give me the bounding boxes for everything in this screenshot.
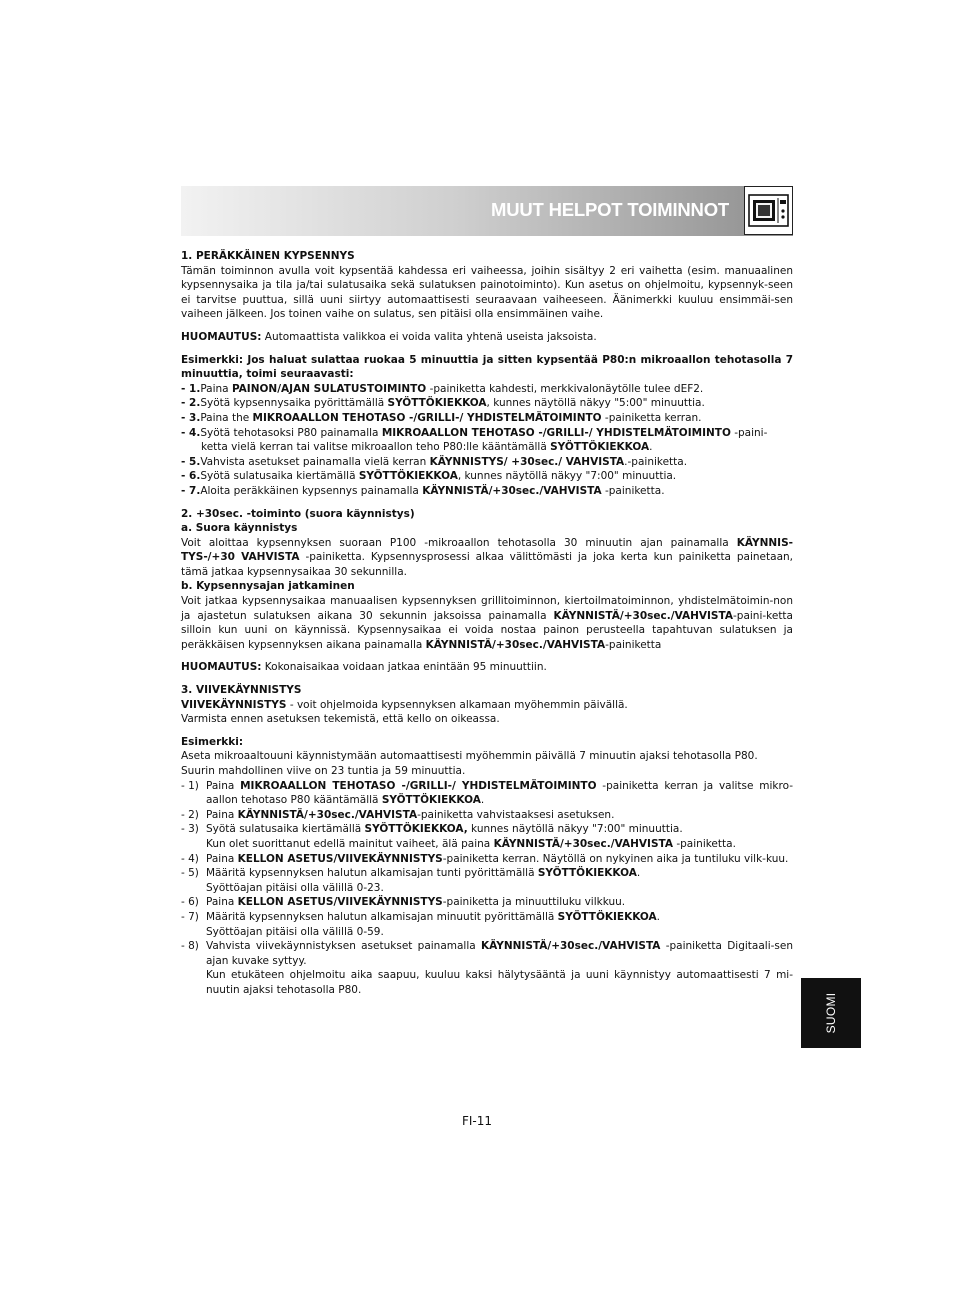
list-item: - 3) Syötä sulatusaika kiertämällä SYÖTTÖKIEKKOA, kunnes näytöllä näkyy "7:00" minuuttia. <box>181 823 683 836</box>
paragraph: Aseta mikroaaltouuni käynnistymään automaattisesti myöhemmin päivällä 7 minuutin ajaksi tehotasolla P80. <box>181 750 758 763</box>
list-item: - 7. Aloita peräkkäinen kypsennys painamalla KÄYNNISTÄ/+30sec./VAHVISTA -painiketta. <box>181 484 665 497</box>
microwave-icon <box>744 186 793 235</box>
example-heading: Esimerkki: <box>181 735 244 748</box>
section-heading: 2. +30sec. -toiminto (suora käynnistys) <box>181 507 415 520</box>
section-heading: 1. PERÄKKÄINEN KYPSENNYS <box>181 250 355 262</box>
example-heading: Esimerkki: Jos haluat sulattaa ruokaa 5 minuuttia ja sitten kypsentää P80:n mikroaallon tehotasolla 7 minuuttia, toimi seuraavasti: <box>181 353 793 381</box>
list-item: - 4) Paina KELLON ASETUS/VIIVEKÄYNNISTYS-painiketta kerran. Näytöllä on nykyinen aika ja tuntiluku vilk-kuu. <box>181 852 789 865</box>
subsection-heading: a. Suora käynnistys <box>181 522 298 535</box>
paragraph: Suurin mahdollinen viive on 23 tuntia ja 59 minuuttia. <box>181 765 466 777</box>
main-content <box>181 249 793 998</box>
language-label: SUOMI <box>824 992 838 1034</box>
subsection-heading: b. Kypsennysajan jatkaminen <box>181 580 355 593</box>
list-item: - 2. Syötä kypsennysaika pyörittämällä SYÖTTÖKIEKKOA, kunnes näytöllä näkyy "5:00" minuuttia. <box>181 397 705 410</box>
list-item: - 2) Paina KÄYNNISTÄ/+30sec./VAHVISTA-painiketta vahvistaaksesi asetuksen. <box>181 808 615 821</box>
language-tab <box>801 978 861 1048</box>
list-item: - 5) Määritä kypsennyksen halutun alkamisajan tunti pyörittämällä SYÖTTÖKIEKKOA. <box>181 867 641 880</box>
list-item: - 7) Määritä kypsennyksen halutun alkamisajan minuutit pyörittämällä SYÖTTÖKIEKKOA. <box>181 910 661 923</box>
page-number: FI-11 <box>461 1114 493 1128</box>
list-item-continuation: Kun etukäteen ohjelmoitu aika saapuu, kuuluu kaksi hälytysääntä ja uuni käynnistyy automaattisesti 7 mi-nuutin ajaksi tehotasolla P80. <box>206 969 793 996</box>
section-header <box>181 186 793 236</box>
list-item: - 3. Paina the MIKROAALLON TEHOTASO -/GRILLI-/ YHDISTELMÄTOIMINTO -painiketta kerran. <box>181 411 702 424</box>
list-item-continuation: Kun olet suorittanut edellä mainitut vaiheet, älä paina KÄYNNISTÄ/+30sec./VAHVISTA -painiketta. <box>206 837 736 850</box>
list-item: - 8) Vahvista viivekäynnistyksen asetukset painamalla KÄYNNISTÄ/+30sec./VAHVISTA -painiketta Digitaali-sen ajan kuvake syttyy. <box>181 940 793 967</box>
list-item: - 1) Paina MIKROAALLON TEHOTASO -/GRILLI-/ YHDISTELMÄTOIMINTO -painiketta kerran ja valitse mikro-aallon tehotaso P80 kääntämällä SYÖTTÖKIEKKOA. <box>181 779 793 807</box>
section-heading: 3. VIIVEKÄYNNISTYS <box>181 684 302 697</box>
list-item: - 6) Paina KELLON ASETUS/VIIVEKÄYNNISTYS-painiketta ja minuuttiluku vilkkuu. <box>181 896 626 909</box>
list-item-continuation: ketta vielä kerran tai valitse mikroaallon teho P80:lle kääntämällä SYÖTTÖKIEKKOA. <box>201 441 653 454</box>
list-item: - 4. Syötä tehotasoksi P80 painamalla MIKROAALLON TEHOTASO -/GRILLI-/ YHDISTELMÄTOIMINTO -paini- <box>181 426 768 439</box>
note: HUOMAUTUS: Automaattista valikkoa ei voida valita yhtenä useista jaksoista. <box>181 330 597 343</box>
note: HUOMAUTUS: Kokonaisaikaa voidaan jatkaa enintään 95 minuuttiin. <box>181 661 547 674</box>
list-item: - 5. Vahvista asetukset painamalla vielä kerran KÄYNNISTYS/ +30sec./ VAHVISTA.-painiketta. <box>181 455 688 468</box>
paragraph: Varmista ennen asetuksen tekemistä, että kello on oikeassa. <box>181 713 500 726</box>
list-item: - 6. Syötä sulatusaika kiertämällä SYÖTTÖKIEKKOA, kunnes näytöllä näkyy "7:00" minuuttia. <box>181 470 677 483</box>
paragraph: Tämän toiminnon avulla voit kypsentää kahdessa eri vaiheessa, joihin sisältyy 2 eri vaihetta (esim. manuaalinen kypsennysaika ja tila ja/tai sulatusaika sekä sulatuksen painotoiminto). Kun asetus on ohjelmoitu, kypsennyk-seen ei tarvitse puuttua, sillä uuni siirtyy automaattisesti seuraavaan vaiheeseen. Äänimerkki kuuluu ensimmäi-sen vaiheen jälkeen. Jos toinen vaihe on sulatus, sen pitäisi olla ensimmäinen vaihe. <box>181 264 793 321</box>
list-item-continuation: Syöttöajan pitäisi olla välillä 0-23. <box>206 881 384 894</box>
paragraph: VIIVEKÄYNNISTYS - voit ohjelmoida kypsennyksen alkamaan myöhemmin päivällä. <box>181 698 628 711</box>
list-item: - 1. Paina PAINON/AJAN SULATUSTOIMINTO -painiketta kahdesti, merkkivalonäytölle tulee dEF2. <box>181 382 704 395</box>
paragraph: Voit jatkaa kypsennysaikaa manuaalisen kypsennyksen grillitoiminnon, kiertoilmatoiminnon, yhdistelmätoimin-non ja ajastetun sulatuksen aikana 30 sekunnin jaksoissa painamalla KÄYNNISTÄ/+30sec./VAHVISTA-paini-ketta silloin kun uuni on käynnissä. Kypsennysaikaa ei voida nostaa painon perusteella tapahtuvan sulatuksen ja peräkkäisen kypsennyksen aikana painamalla KÄYNNISTÄ/+30sec./VAHVISTA-painiketta <box>181 595 793 651</box>
page-title: MUUT HELPOT TOIMINNOT <box>491 199 729 220</box>
list-item-continuation: Syöttöajan pitäisi olla välillä 0-59. <box>206 925 384 938</box>
paragraph: Voit aloittaa kypsennyksen suoraan P100 -mikroaallon tehotasolla 30 minuutin ajan painamalla KÄYNNIS-TYS-/+30 VAHVISTA -painiketta. Kypsennysprosessi alkaa välittömästi ja joka kerta kun painiketta painetaan, tämä jatkaa kypsennysaikaa 30 sekunnilla. <box>181 536 793 578</box>
